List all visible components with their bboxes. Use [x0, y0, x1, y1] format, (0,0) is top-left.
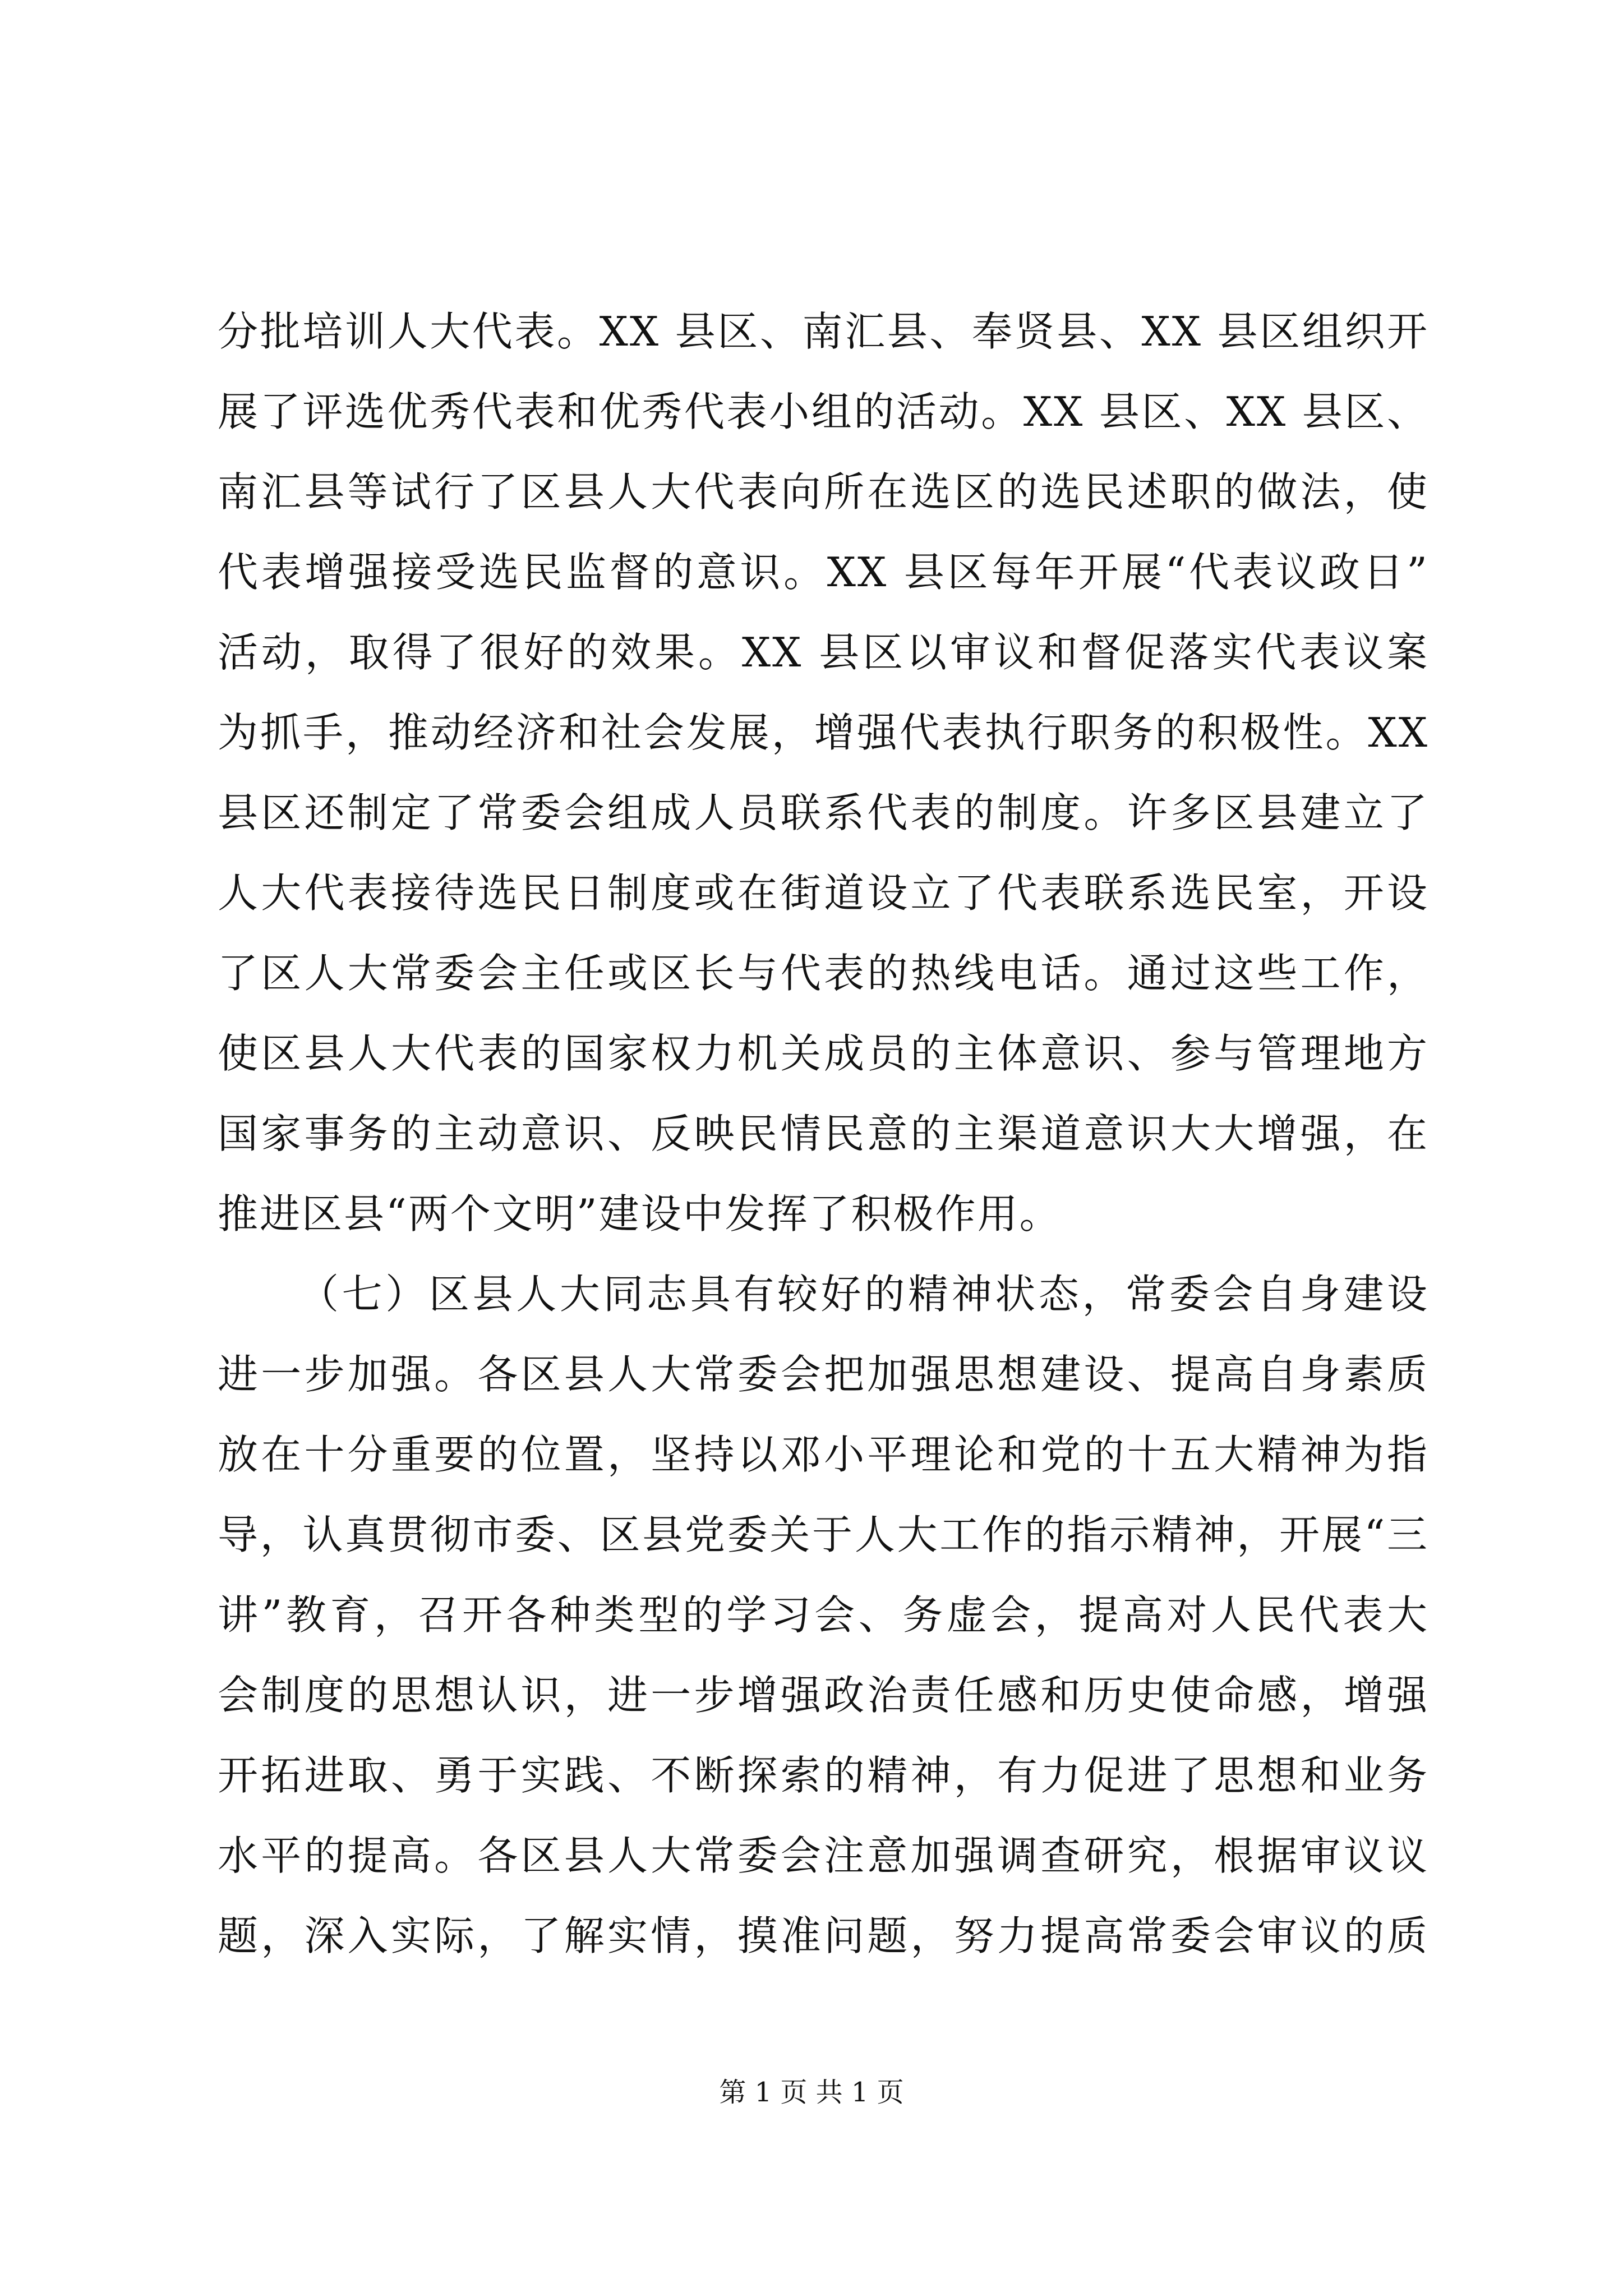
text-line: 人大代表接待选民日制度或在街道设立了代表联系选民室，开设 [218, 869, 1429, 917]
text-line: 讲”教育，召开各种类型的学习会、务虚会，提高对人民代表大 [218, 1591, 1429, 1639]
text-line: 了区人大常委会主任或区长与代表的热线电话。通过这些工作， [218, 950, 1429, 997]
page-footer [0, 2076, 1623, 2109]
text-line: 活动，取得了很好的效果。XX 县区以审议和督促落实代表议案 [218, 629, 1429, 676]
text-line: 导，认真贯彻市委、区县党委关于人大工作的指示精神，开展“三 [218, 1511, 1429, 1558]
text-line: 开拓进取、勇于实践、不断探索的精神，有力促进了思想和业务 [218, 1752, 1429, 1799]
text-line: 水平的提高。各区县人大常委会注意加强调查研究，根据审议议 [218, 1832, 1429, 1879]
text-line: 会制度的思想认识，进一步增强政治责任感和历史使命感，增强 [218, 1672, 1429, 1719]
text-line: 展了评选优秀代表和优秀代表小组的活动。XX 县区、XX 县区、 [218, 388, 1429, 435]
text-line: 县区还制定了常委会组成人员联系代表的制度。许多区县建立了 [218, 789, 1429, 836]
text-line: 南汇县等试行了区县人大代表向所在选区的选民述职的做法，使 [218, 468, 1429, 516]
text-line: 国家事务的主动意识、反映民情民意的主渠道意识大大增强，在 [218, 1110, 1429, 1157]
text-line: 代表增强接受选民监督的意识。XX 县区每年开展“代表议政日” [218, 549, 1429, 596]
text-line: 分批培训人大代表。XX 县区、南汇县、奉贤县、XX 县区组织开 [218, 308, 1429, 355]
text-line: 为抓手，推动经济和社会发展，增强代表执行职务的积极性。XX [218, 709, 1429, 756]
text-line: 使区县人大代表的国家权力机关成员的主体意识、参与管理地方 [218, 1030, 1429, 1077]
section-heading-line: （七）区县人大同志具有较好的精神状态，常委会自身建设 [298, 1271, 1429, 1318]
paragraph-end-line: 推进区县“两个文明”建设中发挥了积极作用。 [218, 1190, 1062, 1237]
page-number: 第 1 页 共 1 页 [719, 2077, 904, 2108]
text-line: 放在十分重要的位置，坚持以邓小平理论和党的十五大精神为指 [218, 1431, 1429, 1478]
body-text [218, 292, 1429, 1976]
text-line: 题，深入实际，了解实情，摸准问题，努力提高常委会审议的质 [218, 1912, 1429, 1959]
text-line: 进一步加强。各区县人大常委会把加强思想建设、提高自身素质 [218, 1351, 1429, 1398]
